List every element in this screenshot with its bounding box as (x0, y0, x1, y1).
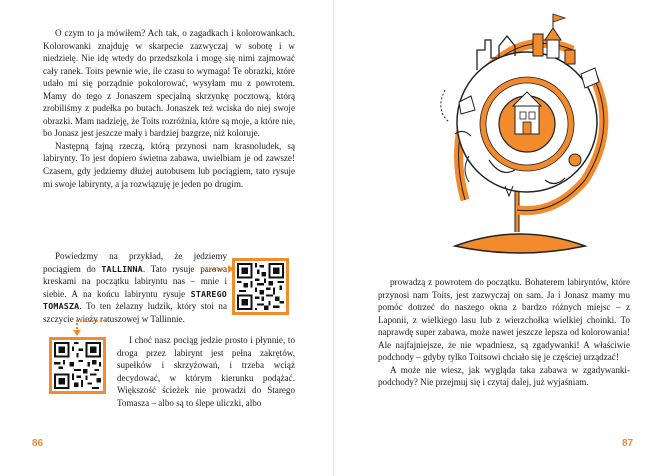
paragraph: O czym to ja mówiłem? Ach tak, o zagadkach i kolorowankach. Kolorowanki znajduję w skarpecie zazwyczaj w sobotę i w niedzielę. Nie idę wtedy do przedszkola i mogę się nimi zajmować cały ranek. Toits pewnie wie, ile czasu to wymaga! Te obrazki, które udało mi się porządnie pokolorować, wysyłam mu z powrotem. Mamy do tego z Jonaszem specjalną skrzynkę pocztową, którą zrobiliśmy z pudełka po butach. Jonaszek też wciska do niej swoje obrazki. Mam nadzieję, że Toits rozróżnia, które są moje, a które nie, bo Jonasz jest jeszcze mały i bardziej bazgrze, niż koloruje. (43, 28, 295, 139)
text-span: . Tato rysuje parowa kreskami na początku labiryntu nas – mnie i siebie. A na końcu labiryntu rysuje (43, 263, 227, 299)
globe-illustration (405, 10, 635, 266)
labyrinth-paragraph (117, 334, 295, 409)
arrow-down-icon (73, 330, 81, 336)
text-span: . To ten żelazny ludzik, który stoi na szczycie wieży ratuszowej w Tallinnie. (43, 301, 227, 324)
paragraph: prowadzą z powrotem do początku. Bohaterem labiryntów, które przynosi nam Toits, jest zazwyczaj on sam. Ja i Jonasz mamy mu pomóc dotrzeć do naszego okna z bardzo różnych miejsc – z Laponii, z wielkiego lasu lub z wierzchołka wielkiej choinki. To naprawdę super zabawa, może nawet jeszcze lepsza od kolorowania! Ale najfajniejsze, że nie wpadniesz, są zgadywanki! A właściwie podchody – gdyby tylko Toitsowi chciało się je częściej urządzać! (378, 277, 630, 363)
left-body-text (43, 27, 295, 190)
text-span: Powiedzmy na przykład, że jedziemy pociągiem do (43, 251, 227, 274)
page-number: 86 (32, 438, 44, 449)
connector-line (206, 268, 230, 270)
right-body-text (378, 276, 630, 389)
page-number: 87 (622, 438, 634, 449)
stary-tomasz-label: STAREGO TOMASZA (43, 288, 227, 312)
globe-icon (405, 10, 635, 266)
paragraph: A może nie wiesz, jak wygląda taka zabawa w zgadywanki-podchody? Nie przejmuj się i czytaj dalej, już wyjaśniam. (378, 364, 630, 388)
paragraph: I choć nasz pociąg jedzie prosto i płynnie, to droga przez labirynt jest pełna zakrętów, supełków i skrzyżowań, i trzeba wciąż decydować, w którym kierunku podążać. Większość ścieżek nie prowadzi do Starego Tomasza – albo są to ślepe uliczki, albo (117, 335, 295, 408)
connector-line (76, 320, 106, 322)
qr-code-icon[interactable] (232, 258, 289, 315)
qr-code-icon[interactable] (49, 337, 106, 394)
qr-code-graphic (237, 263, 284, 310)
tallinn-label: TALLINNA (101, 263, 143, 274)
paragraph: Następną fajną rzeczą, którą przynosi nam krasnoludek, są labirynty. To jest dopiero świetna zabawa, uwielbiam je od zawsze! Czasem, gdy jedziemy dłużej autobusem lub pociągiem, tato rysuje mi swoje labirynty, a ja rozwiązuję je jeden po drugim. (43, 140, 295, 189)
left-page (0, 0, 334, 476)
tallinn-paragraph-text (43, 250, 227, 325)
arrow-right-icon (228, 265, 234, 273)
qr-code-graphic (54, 342, 101, 389)
